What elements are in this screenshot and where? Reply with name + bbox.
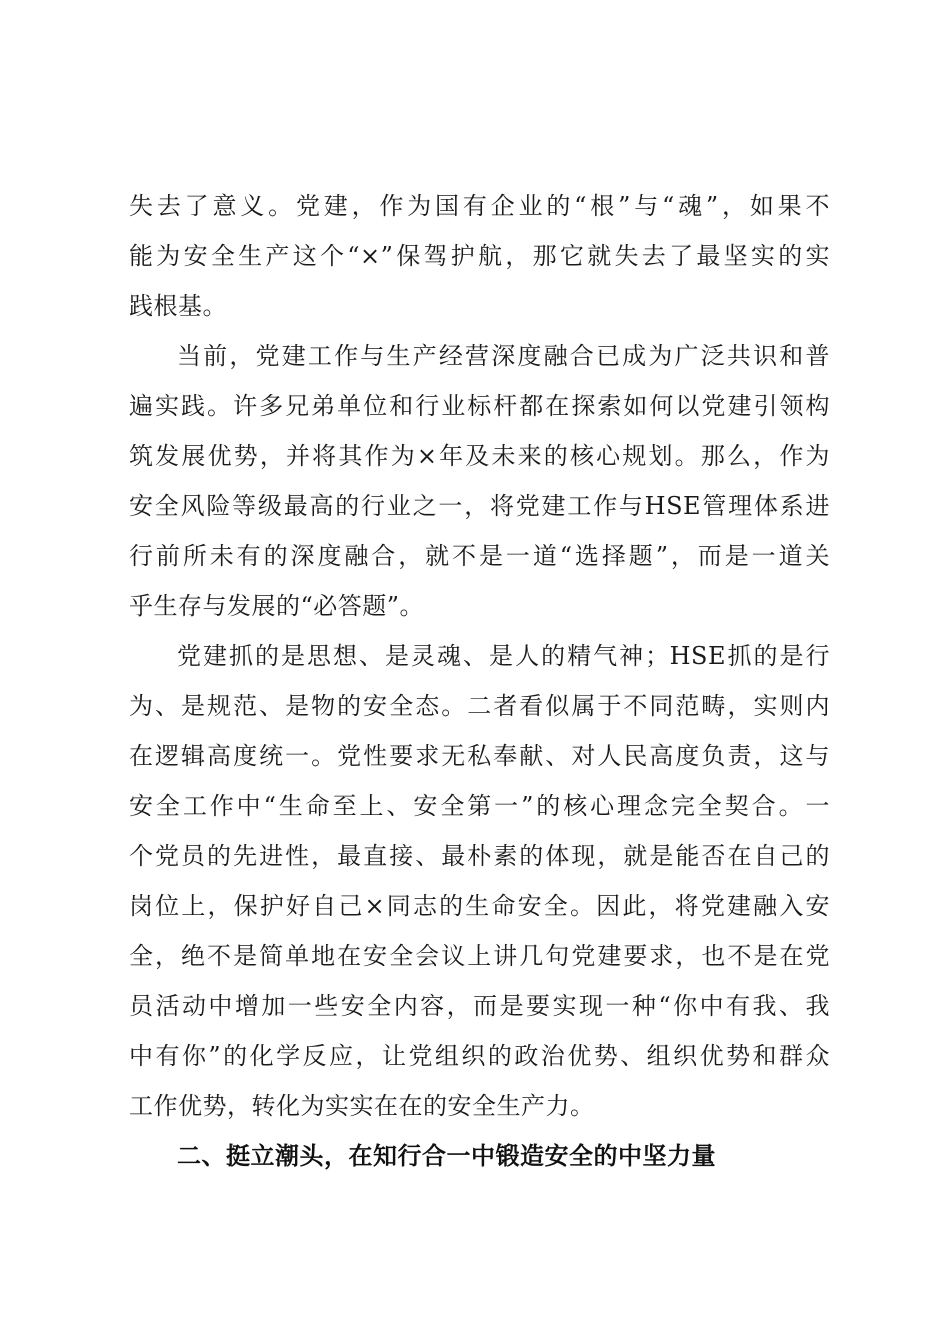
paragraph-line: 全，绝不是简单地在安全会议上讲几句党建要求，也不是在党 [129, 942, 830, 970]
paragraph-2 [129, 331, 830, 631]
paragraph-line: 失去了意义。党建，作为国有企业的“根”与“魂”，如果不 [129, 192, 830, 220]
paragraph-1 [129, 181, 830, 331]
paragraph-line: 当前，党建工作与生产经营深度融合已成为广泛共识和普 [177, 342, 830, 370]
paragraph-line: 中有你”的化学反应，让党组织的政治优势、组织优势和群众 [129, 1042, 830, 1070]
paragraph-line: 为、是规范、是物的安全态。二者看似属于不同范畴，实则内 [129, 692, 830, 720]
paragraph-line: 个党员的先进性，最直接、最朴素的体现，就是能否在自己的 [129, 842, 830, 870]
paragraph-line: 安全风险等级最高的行业之一，将党建工作与HSE管理体系进 [129, 492, 830, 520]
paragraph-line: 在逻辑高度统一。党性要求无私奉献、对人民高度负责，这与 [129, 742, 830, 770]
paragraph-line: 能为安全生产这个“×”保驾护航，那它就失去了最坚实的实 [129, 242, 830, 270]
section-heading: 二、挺立潮头，在知行合一中锻造安全的中坚力量 [177, 1142, 716, 1170]
paragraph-line: 遍实践。许多兄弟单位和行业标杆都在探索如何以党建引领构 [129, 392, 830, 420]
paragraph-line: 筑发展优势，并将其作为×年及未来的核心规划。那么，作为 [129, 442, 830, 470]
paragraph-line: 员活动中增加一些安全内容，而是要实现一种“你中有我、我 [129, 992, 830, 1020]
paragraph-line: 安全工作中“生命至上、安全第一”的核心理念完全契合。一 [129, 792, 830, 820]
paragraph-line: 践根基。 [129, 292, 227, 320]
paragraph-line: 乎生存与发展的“必答题”。 [129, 592, 425, 620]
paragraph-line: 党建抓的是思想、是灵魂、是人的精气神；HSE抓的是行 [177, 642, 830, 670]
paragraph-3 [129, 631, 830, 1131]
paragraph-line: 行前所未有的深度融合，就不是一道“选择题”，而是一道关 [129, 542, 830, 570]
paragraph-line: 岗位上，保护好自己×同志的生命安全。因此，将党建融入安 [129, 892, 830, 920]
paragraph-line: 工作优势，转化为实实在在的安全生产力。 [129, 1092, 595, 1120]
document-body [129, 181, 830, 1181]
